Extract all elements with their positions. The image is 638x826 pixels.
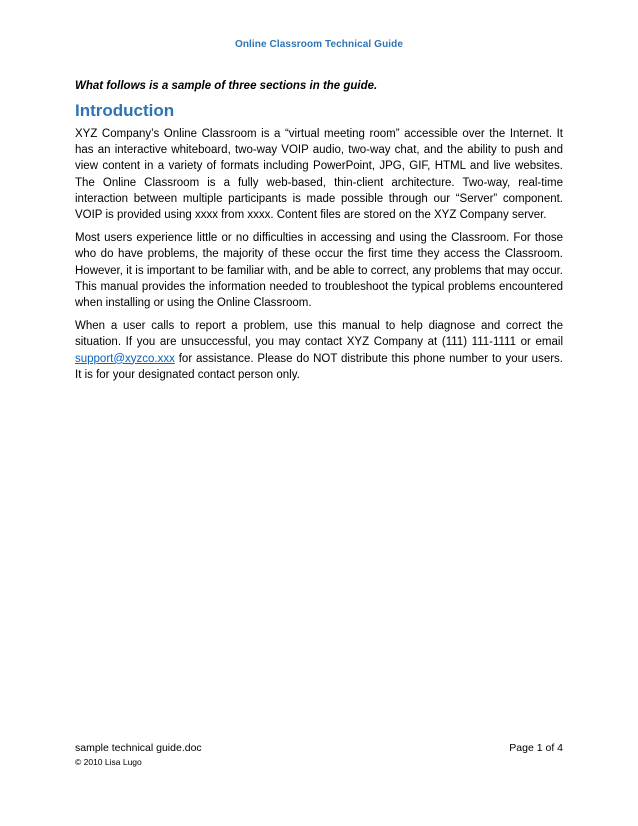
footer-filename: sample technical guide.doc — [75, 742, 202, 754]
running-header: Online Classroom Technical Guide — [234, 39, 404, 50]
footer-row — [75, 741, 563, 755]
paragraph-1: XYZ Company’s Online Classroom is a “virtual meeting room” accessible over the Internet. It has an interactive whiteboard, two-way VOIP audio, two-way chat, and the ability to push and view content in a variety of formats including PowerPoint, JPG, GIF, HTML and live websites. The Online Classroom is a fully web-based, thin-client architecture. Two-way, real-time interaction between multiple participants is made possible through our “Server” component. VOIP is provided using xxxx from xxxx. Content files are stored on the XYZ Company server. — [75, 128, 563, 222]
paragraph-3-text-before-link: When a user calls to report a problem, use this manual to help diagnose and correct the situation. If you are unsuccessful, you may contact XYZ Company at (111) 111-1111 or email — [75, 320, 563, 349]
footer-copyright: © 2010 Lisa Lugo — [75, 757, 142, 767]
footer-page-number: Page 1 of 4 — [509, 742, 563, 754]
paragraph-3-text-after-link: for assistance. Please do NOT distribute this phone number to your users. It is for your designated contact person only. — [75, 352, 563, 381]
intro-note: What follows is a sample of three sections in the guide. — [75, 80, 378, 92]
document-body — [75, 78, 563, 390]
page-footer — [75, 741, 563, 768]
support-email-link[interactable]: support@xyzco.xxx — [75, 352, 175, 365]
paragraph-3 — [75, 318, 563, 383]
section-title: Introduction — [75, 101, 175, 120]
paragraph-2: Most users experience little or no difficulties in accessing and using the Classroom. For those who do have problems, the majority of these occur the first time they access the Classroom. However, it is important to be familiar with, and be able to correct, any problems that may occur. This manual provides the information needed to troubleshoot the typical problems encountered when installing or using the Online Classroom. — [75, 232, 563, 310]
